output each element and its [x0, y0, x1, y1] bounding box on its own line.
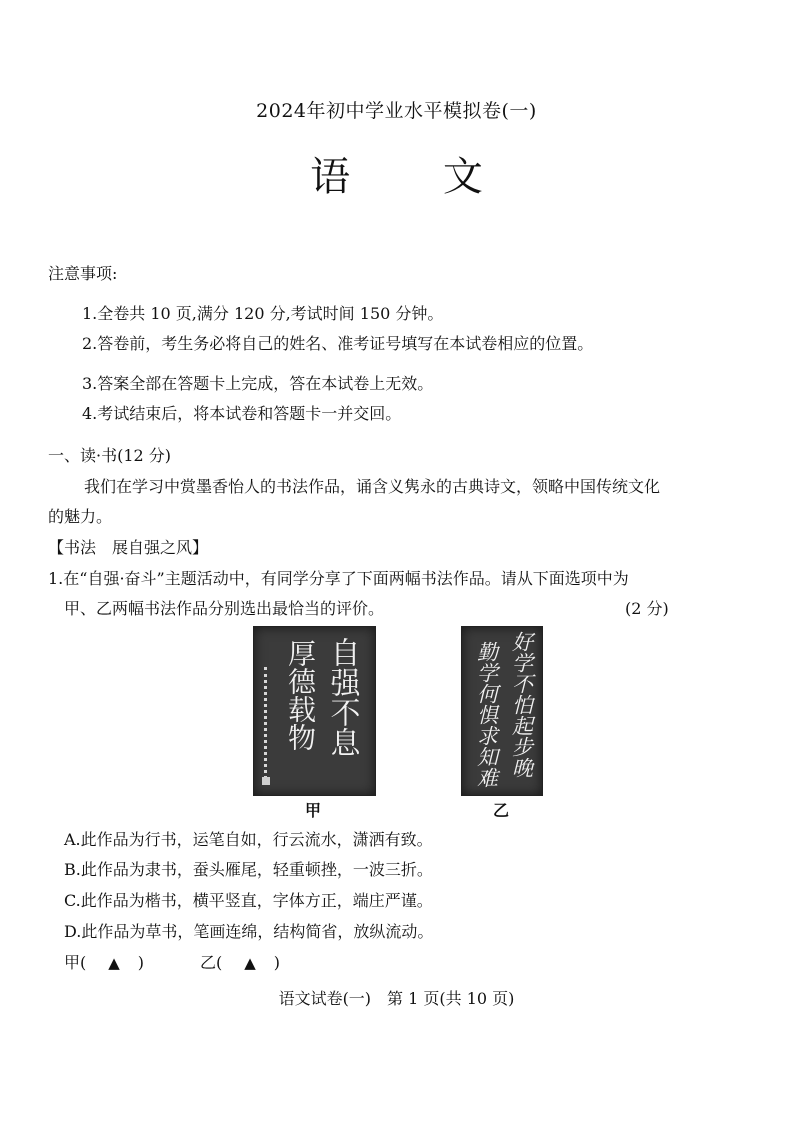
- artwork-a-inscription: [264, 667, 271, 779]
- artwork-a-left-column: [280, 639, 320, 751]
- notes-item-3: 3.答案全部在答题卡上完成，答在本试卷上无效。: [82, 374, 434, 393]
- calligraphy-artwork-b: [461, 626, 543, 796]
- subject-title: 语 文: [310, 154, 523, 200]
- option-d: D.此作品为草书，笔画连绵，结构简省，放纵流动。: [64, 922, 434, 941]
- page-footer: 语文试卷(一) 第 1 页(共 10 页): [278, 989, 515, 1008]
- answer-a-close: ): [137, 953, 145, 972]
- notes-item-4: 4.考试结束后，将本试卷和答题卡一并交回。: [82, 404, 402, 423]
- triangle-marker-icon: ▲: [244, 954, 256, 972]
- question-1-score: (2 分): [625, 599, 669, 618]
- section-intro-line-1: 我们在学习中赏墨香怡人的书法作品，诵含义隽永的古典诗文，领略中国传统文化: [84, 477, 661, 496]
- question-1-line-2: 甲、乙两幅书法作品分别选出最恰当的评价。: [64, 599, 385, 618]
- notes-heading: 注意事项:: [48, 264, 118, 283]
- section-subheading: 【书法 展自强之风】: [48, 538, 209, 557]
- artwork-b-caption: 乙: [493, 801, 510, 820]
- notes-item-2: 2.答卷前，考生务必将自己的姓名、准考证号填写在本试卷相应的位置。: [82, 334, 594, 353]
- answer-blank-b[interactable]: [200, 953, 280, 973]
- artwork-b-left-text: 勤学何惧求知难: [474, 641, 499, 788]
- option-a: A.此作品为行书，运笔自如，行云流水，潇洒有致。: [64, 830, 433, 849]
- answer-b-label: 乙(: [200, 953, 223, 972]
- calligraphy-artwork-a: [253, 626, 376, 796]
- option-b: B.此作品为隶书，蚕头雁尾，轻重顿挫，一波三折。: [64, 860, 433, 879]
- artwork-b-right-text: 好学不怕起步晚: [509, 631, 534, 778]
- notes-item-1: 1.全卷共 10 页,满分 120 分,考试时间 150 分钟。: [82, 304, 444, 323]
- artwork-a-left-text: 厚德载物: [284, 639, 317, 751]
- answer-blank-a[interactable]: [64, 953, 144, 973]
- artwork-b-right-column: [505, 631, 537, 778]
- artwork-a-right-text: 自强不息: [324, 637, 360, 757]
- artwork-b-left-column: [470, 641, 502, 788]
- answer-b-close: ): [273, 953, 281, 972]
- artwork-a-seal: [262, 777, 270, 785]
- section-intro-line-2: 的魅力。: [48, 507, 113, 526]
- artwork-a-caption: 甲: [305, 801, 322, 820]
- option-c: C.此作品为楷书，横平竖直，字体方正，端庄严谨。: [64, 891, 433, 910]
- artwork-a-right-column: [320, 637, 364, 757]
- triangle-marker-icon: ▲: [108, 954, 120, 972]
- answer-a-label: 甲(: [64, 953, 87, 972]
- question-1-line-1: 1.在“自强·奋斗”主题活动中，有同学分享了下面两幅书法作品。请从下面选项中为: [48, 569, 629, 588]
- section-heading: 一、读·书(12 分): [48, 446, 172, 465]
- exam-title: 2024年初中学业水平模拟卷(一): [256, 100, 537, 122]
